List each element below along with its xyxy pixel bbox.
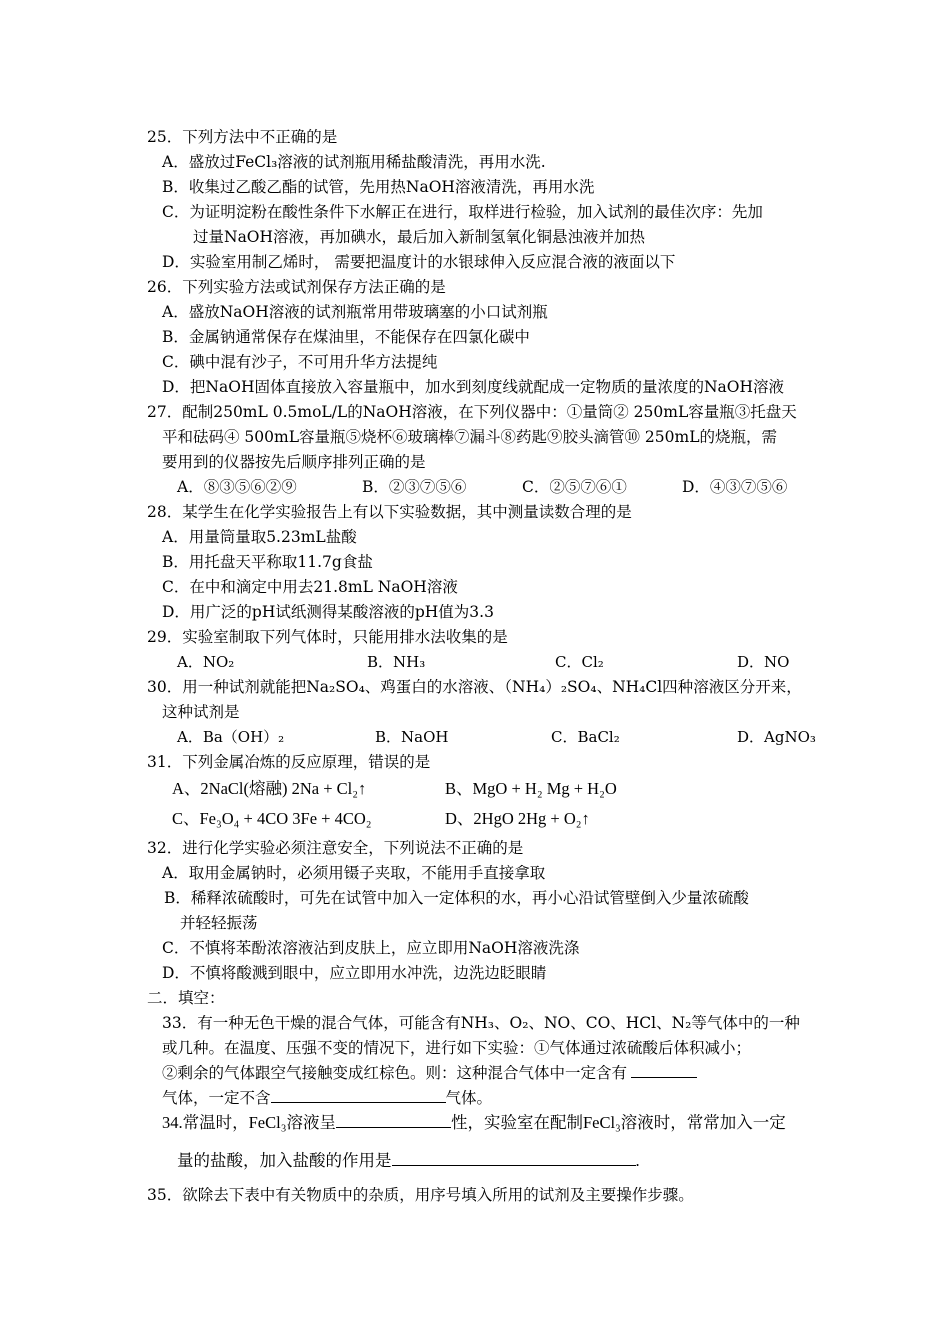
q27-stem-line2: 平和砝码④ 500mL容量瓶⑤烧杯⑥玻璃棒⑦漏斗⑧药匙⑨胶头滴管⑩ 250mL的烧瓶，需 (162, 428, 778, 446)
q30-option-a: A．Ba（OH）₂ (177, 728, 285, 746)
q28-option-c: C．在中和滴定中用去21.8mL NaOH溶液 (162, 578, 458, 596)
q25-option-d: D．实验室用制乙烯时， 需要把温度计的水银球伸入反应混合液的液面以下 (162, 253, 676, 271)
q28-stem: 28．某学生在化学实验报告上有以下实验数据，其中测量读数合理的是 (147, 503, 632, 521)
q32-option-b-line1: B．稀释浓硫酸时，可先在试管中加入一定体积的水，再小心沿试管壁倒入少量浓硫酸 (164, 889, 749, 907)
q25-option-c-line1: C．为证明淀粉在酸性条件下水解正在进行，取样进行检验，加入试剂的最佳次序：先加 (162, 203, 763, 221)
q28-option-a: A．用量筒量取5.23mL盐酸 (162, 528, 357, 546)
q34-line2-text-a: 量的盐酸，加入盐酸的作用是 (177, 1151, 392, 1170)
q33-line4-text-a: 气体，一定不含 (162, 1089, 271, 1107)
q33-stem-line2: 或几种。在温度、压强不变的情况下，进行如下实验：①气体通过浓硫酸后体积减小； (162, 1039, 752, 1057)
q29-option-b: B．NH₃ (367, 653, 426, 671)
q33-answer-blank-1[interactable] (631, 1063, 697, 1078)
q30-stem-line2: 这种试剂是 (162, 703, 240, 721)
q25-stem: 25．下列方法中不正确的是 (147, 128, 338, 146)
q33-stem-line1: 33．有一种无色干燥的混合气体，可能含有NH₃、O₂、NO、CO、HCl、N₂等气体中的一种 (162, 1014, 800, 1032)
q28-option-b: B．用托盘天平称取11.7g食盐 (162, 553, 373, 571)
q27-option-d: D．④③⑦⑤⑥ (682, 478, 788, 496)
q26-option-b: B．金属钠通常保存在煤油里，不能保存在四氯化碳中 (162, 328, 530, 346)
q25-option-a: A．盛放过FeCl₃溶液的试剂瓶用稀盐酸清洗，再用水洗. (162, 153, 546, 171)
q32-option-d: D．不慎将酸溅到眼中，应立即用水冲洗，边洗边眨眼睛 (162, 964, 547, 982)
q27-stem-line3: 要用到的仪器按先后顺序排列正确的是 (162, 453, 426, 471)
q32-option-b-line2: 并轻轻振荡 (180, 914, 258, 932)
q33-stem-line3 (162, 1063, 697, 1083)
q28-option-d: D．用广泛的pH试纸测得某酸溶液的pH值为3.3 (162, 603, 494, 621)
q29-option-a: A．NO₂ (177, 653, 235, 671)
q34-line2-text-b: . (635, 1151, 640, 1170)
q34-line1-text-b: 性，实验室在配制FeCl₃溶液时，常常加入一定 (450, 1113, 786, 1132)
q27-option-b: B．②③⑦⑤⑥ (362, 478, 467, 496)
q32-option-c: C．不慎将苯酚浓溶液沾到皮肤上，应立即用NaOH溶液洗涤 (162, 939, 580, 957)
q31-option-a: A、2NaCl(熔融) 2Na + Cl₂↑ (172, 779, 367, 798)
q34-answer-blank-1[interactable] (336, 1113, 451, 1128)
q30-option-b: B．NaOH (375, 728, 449, 746)
q25-option-c-line2: 过量NaOH溶液，再加碘水，最后加入新制氢氧化铜悬浊液并加热 (193, 228, 646, 246)
q29-option-d: D．NO (737, 653, 790, 671)
q27-option-a: A．⑧③⑤⑥②⑨ (177, 478, 297, 496)
q26-option-c: C．碘中混有沙子，不可用升华方法提纯 (162, 353, 438, 371)
q32-option-a: A．取用金属钠时，必须用镊子夹取，不能用手直接拿取 (162, 864, 546, 882)
q32-stem: 32．进行化学实验必须注意安全，下列说法不正确的是 (147, 839, 524, 857)
q31-stem: 31．下列金属冶炼的反应原理，错误的是 (147, 753, 431, 771)
q26-option-a: A．盛放NaOH溶液的试剂瓶常用带玻璃塞的小口试剂瓶 (162, 303, 548, 321)
q33-line3-text: ②剩余的气体跟空气接触变成红棕色。则：这种混合气体中一定含有 (162, 1064, 628, 1082)
q30-option-c: C．BaCl₂ (551, 728, 620, 746)
q31-option-b: B、MgO + H₂ Mg + H₂O (445, 779, 617, 798)
q30-stem-line1: 30．用一种试剂就能把Na₂SO₄、鸡蛋白的水溶液、（NH₄）₂SO₄、NH₄Cl四种溶液区分开来， (147, 678, 802, 696)
q33-line4-text-b: 气体。 (445, 1089, 493, 1107)
q33-answer-blank-2[interactable] (271, 1088, 446, 1103)
q26-stem: 26．下列实验方法或试剂保存方法正确的是 (147, 278, 446, 296)
q27-option-c: C．②⑤⑦⑥① (522, 478, 627, 496)
q30-option-d: D．AgNO₃ (737, 728, 816, 746)
q29-option-c: C．Cl₂ (555, 653, 604, 671)
q34-answer-blank-2[interactable] (392, 1151, 636, 1166)
section-heading: 二．填空： (147, 989, 225, 1007)
q31-option-d: D、2HgO 2Hg + O₂↑ (445, 809, 590, 828)
q26-option-d: D．把NaOH固体直接放入容量瓶中，加水到刻度线就配成一定物质的量浓度的NaOH溶液 (162, 378, 784, 396)
q25-option-b: B．收集过乙酸乙酯的试管，先用热NaOH溶液清洗，再用水洗 (162, 178, 595, 196)
q33-stem-line4 (162, 1088, 492, 1108)
q27-stem-line1: 27．配制250mL 0.5moL/L的NaOH溶液，在下列仪器中：①量筒② 250mL容量瓶③托盘天 (147, 403, 797, 421)
q34-line1 (162, 1112, 786, 1134)
q34-line1-text-a: 34.常温时，FeCl₃溶液呈 (162, 1113, 336, 1132)
q29-stem: 29．实验室制取下列气体时，只能用排水法收集的是 (147, 628, 508, 646)
q35-stem: 35．欲除去下表中有关物质中的杂质，用序号填入所用的试剂及主要操作步骤。 (147, 1186, 694, 1204)
q31-option-c: C、Fe₃O₄ + 4CO 3Fe + 4CO₂ (172, 809, 372, 828)
q34-line2 (177, 1150, 640, 1172)
